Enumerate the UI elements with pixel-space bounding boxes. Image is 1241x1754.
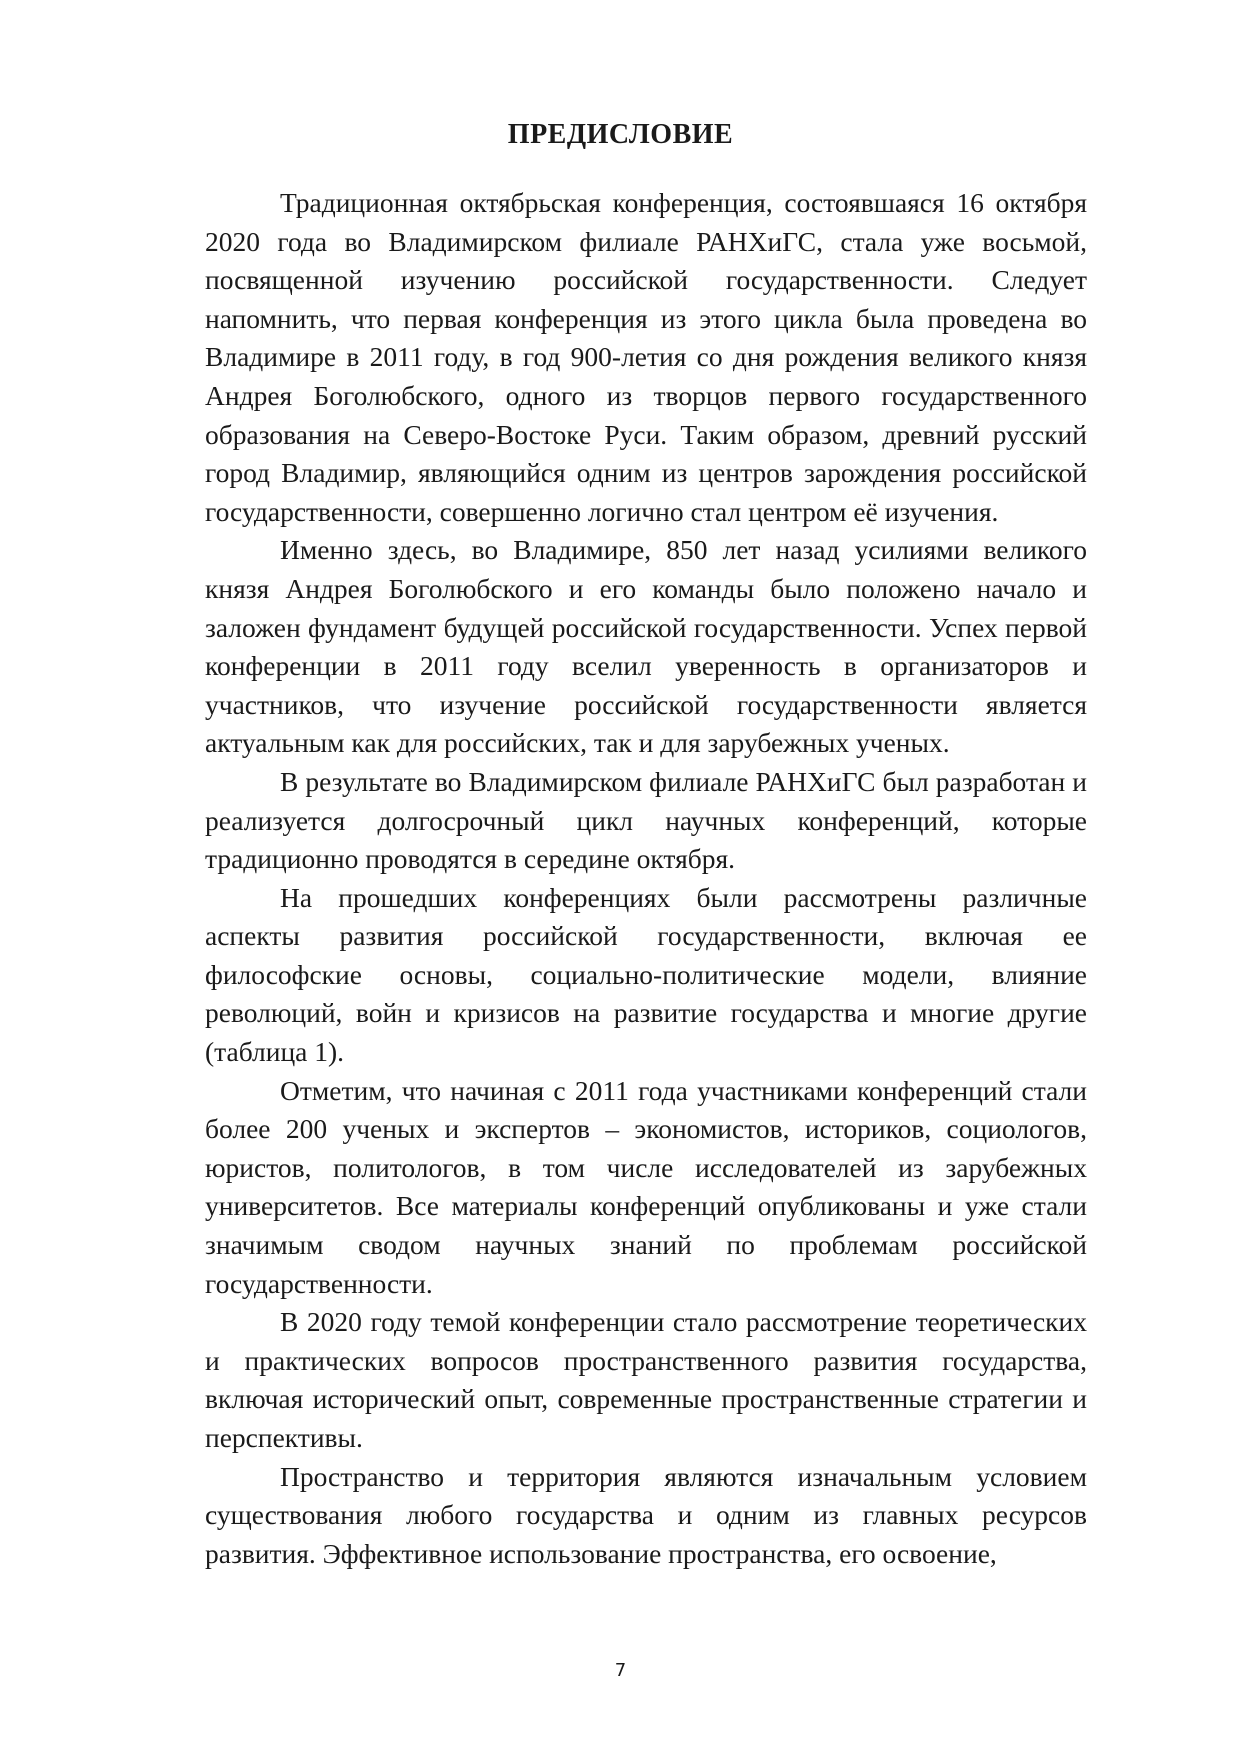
body-text <box>205 184 1087 1573</box>
paragraph: Именно здесь, во Владимире, 850 лет назад усилиями великого князя Андрея Боголюбского и его команды было положено начало и заложен фундамент будущей российской государственности. Успех первой конференции в 2011 году вселил уверенность в организаторов и участников, что изучение российской государственности является актуальным как для российских, так и для зарубежных ученых. <box>205 534 1087 759</box>
paragraph: В результате во Владимирском филиале РАНХиГС был разработан и реализуется долгосрочный цикл научных конференций, которые традиционно проводятся в середине октября. <box>205 765 1087 875</box>
page-number: 7 <box>614 1660 627 1681</box>
paragraph: На прошедших конференциях были рассмотрены различные аспекты развития российской государственности, включая ее философские основы, социально-политические модели, влияние революций, войн и кризисов на развитие государства и многие другие (таблица 1). <box>205 881 1087 1068</box>
page-title: ПРЕДИСЛОВИЕ <box>507 119 734 150</box>
paragraph: Традиционная октябрьская конференция, состоявшаяся 16 октября 2020 года во Владимирском филиале РАНХиГС, стала уже восьмой, посвященной изучению российской государственности. Следует напомнить, что первая конференция из этого цикла была проведена во Владимире в 2011 году, в год 900-летия со дня рождения великого князя Андрея Боголюбского, одного из творцов первого государственного образования на Северо-Востоке Руси. Таким образом, древний русский город Владимир, являющийся одним из центров зарождения российской государственности, совершенно логично стал центром её изучения. <box>205 187 1087 527</box>
paragraph: Пространство и территория являются изначальным условием существования любого государства и одним из главных ресурсов развития. Эффективное использование пространства, его освоение, <box>205 1460 1087 1569</box>
paragraph: В 2020 году темой конференции стало рассмотрение теоретических и практических вопросов пространственного развития государства, включая исторический опыт, современные пространственные стратегии и перспективы. <box>205 1306 1087 1453</box>
paragraph: Отметим, что начиная с 2011 года участниками конференций стали более 200 ученых и экспертов – экономистов, историков, социологов, юристов, политологов, в том числе исследователей из зарубежных университетов. Все материалы конференций опубликованы и уже стали значимым сводом научных знаний по проблемам российской государственности. <box>205 1074 1087 1299</box>
